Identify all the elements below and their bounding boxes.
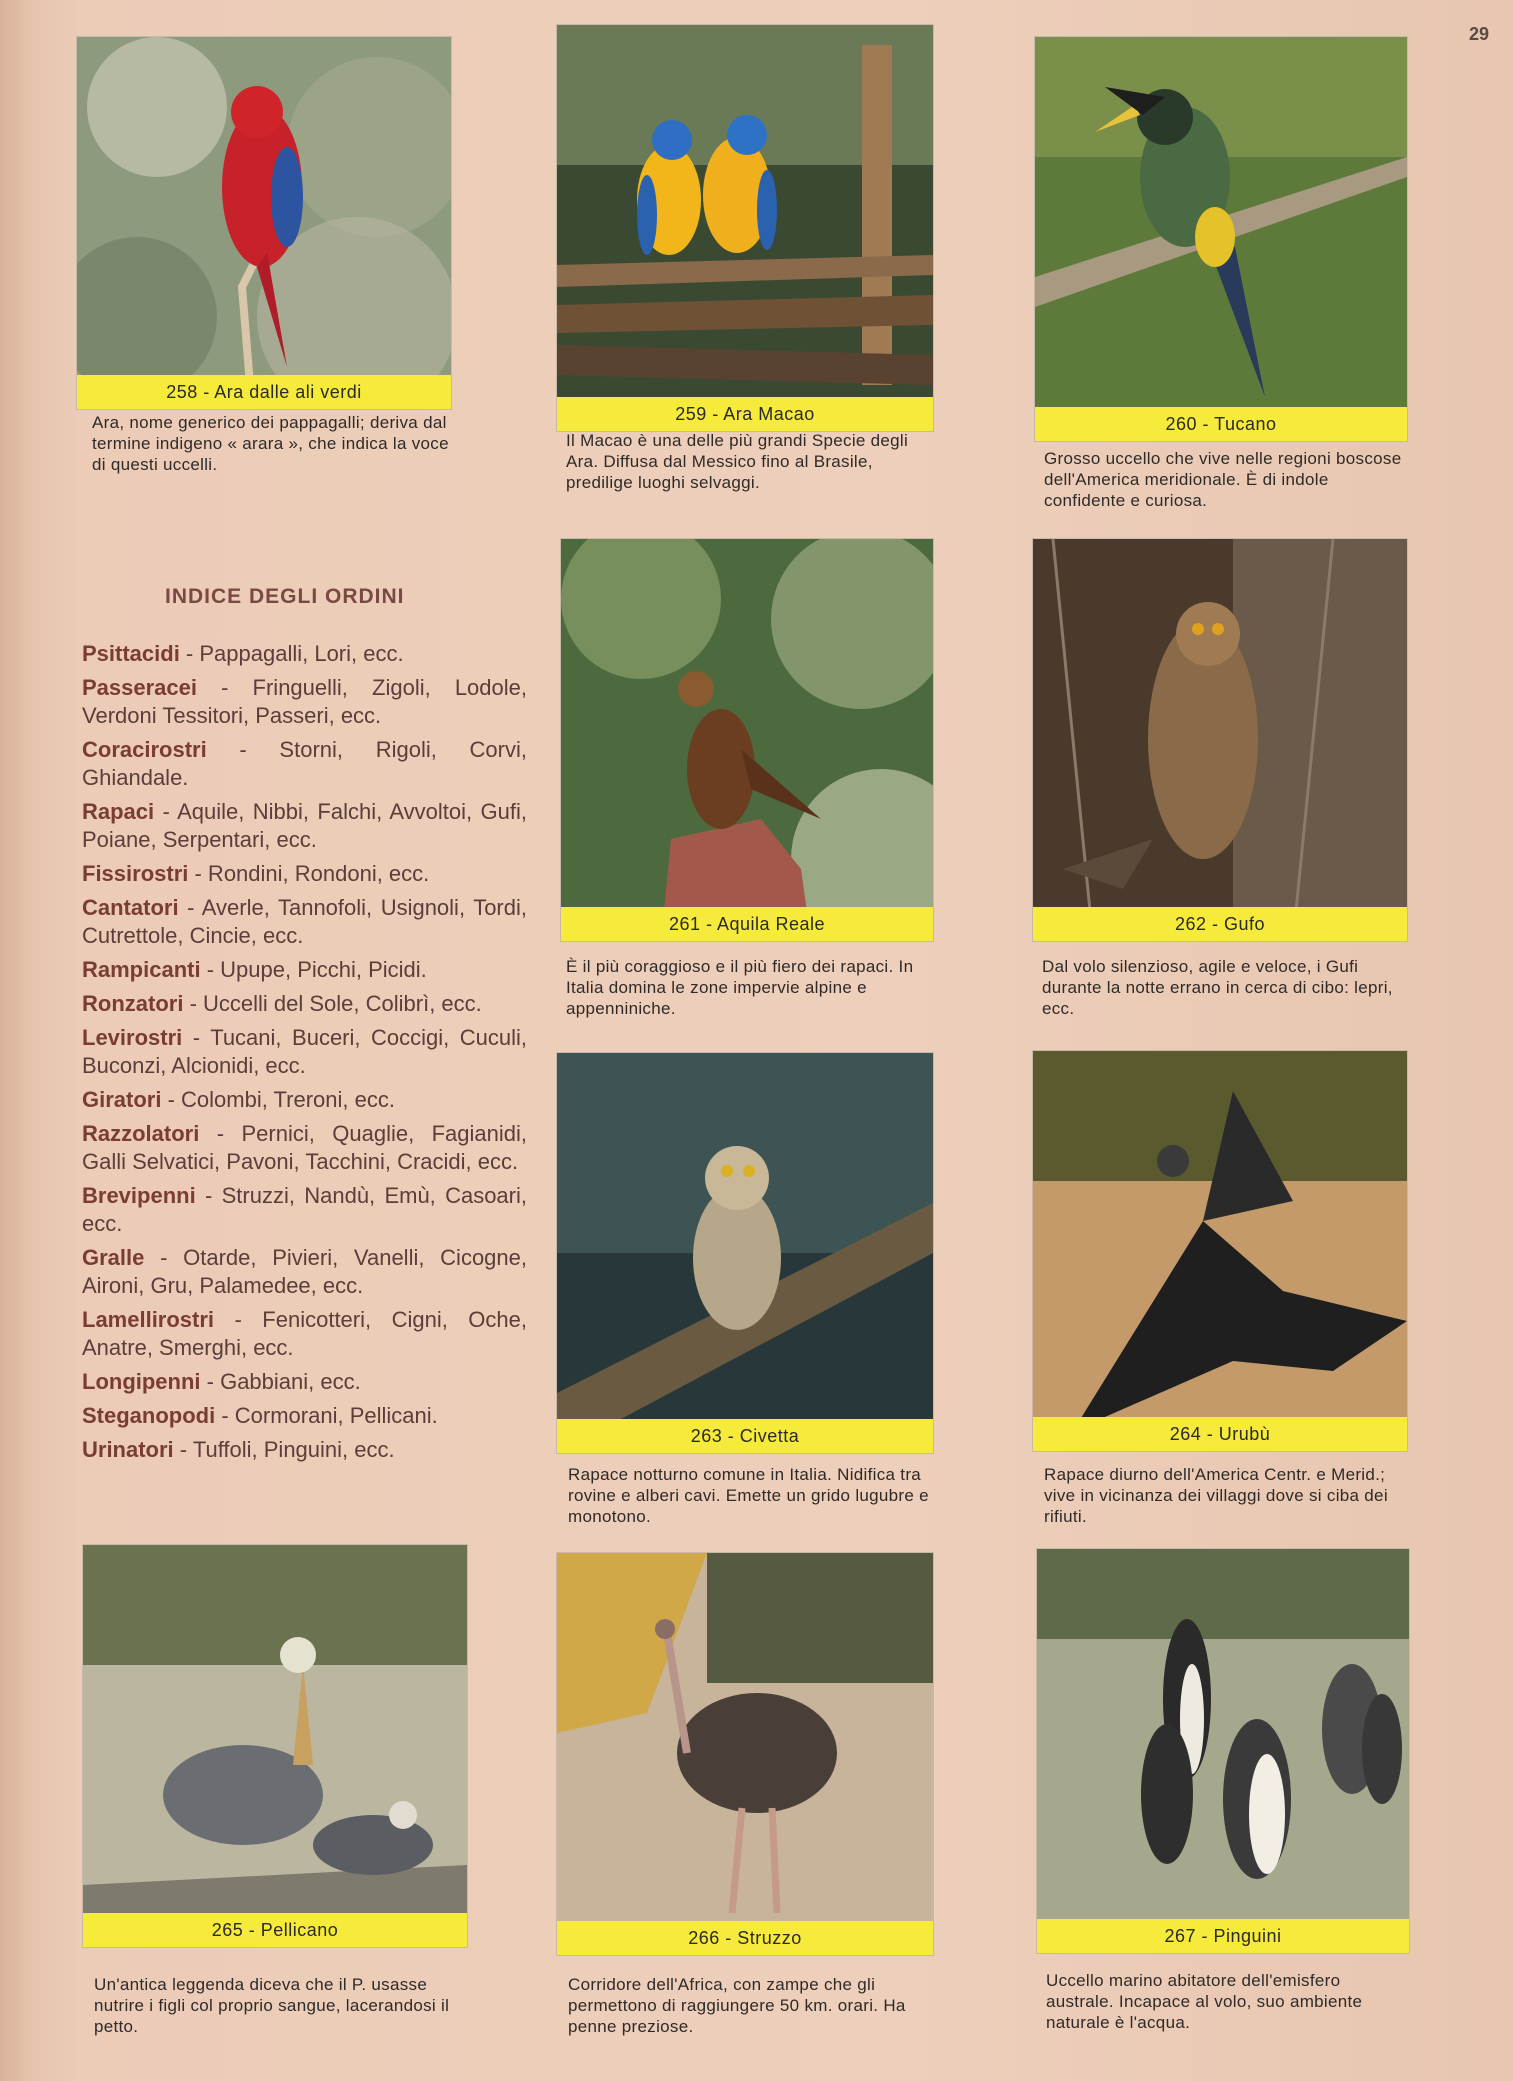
order-examples: - Uccelli del Sole, Colibrì, ecc. — [183, 991, 482, 1016]
card-description: Grosso uccello che vive nelle regioni boscose dell'America meridionale. È di indole confidente e curiosa. — [1044, 449, 1402, 510]
order-examples: - Struzzi, Nandù, Emù, Casoari, ecc. — [82, 1183, 527, 1236]
index-item — [82, 1244, 527, 1300]
card-259[interactable] — [556, 24, 936, 492]
index-list — [82, 640, 527, 1470]
card-264[interactable] — [1032, 1050, 1412, 1540]
pelican-icon — [83, 1545, 467, 1947]
order-examples: - Fringuelli, Zigoli, Lodole, Verdoni Tessitori, Passeri, ecc. — [82, 675, 527, 728]
order-examples: - Aquile, Nibbi, Falchi, Avvoltoi, Gufi, Poiane, Serpentari, ecc. — [82, 799, 527, 852]
card-number-label: 267 - Pinguini — [1037, 1919, 1409, 1953]
order-name: Psittacidi — [82, 641, 180, 666]
card-description: È il più coraggioso e il più fiero dei rapaci. In Italia domina le zone impervie alpine e appenniniche. — [566, 957, 914, 1018]
card-261[interactable] — [560, 538, 936, 1018]
index-item — [82, 1024, 527, 1080]
order-name: Brevipenni — [82, 1183, 196, 1208]
order-name: Longipenni — [82, 1369, 201, 1394]
toucan-icon — [1035, 37, 1407, 441]
card-description: Un'antica leggenda diceva che il P. usasse nutrire i figli col proprio sangue, lacerandosi il petto. — [94, 1975, 450, 2036]
card-262[interactable] — [1032, 538, 1412, 1018]
penguins-icon — [1037, 1549, 1409, 1953]
card-description: Rapace notturno comune in Italia. Nidifica tra rovine e alberi cavi. Emette un grido lugubre e monotono. — [568, 1465, 929, 1526]
card-265[interactable] — [82, 1544, 468, 2034]
index-item — [82, 798, 527, 854]
card-photo — [1034, 36, 1408, 442]
index-item — [82, 736, 527, 792]
vulture-icon — [1033, 1051, 1407, 1451]
card-266[interactable] — [556, 1552, 936, 2042]
order-examples: - Averle, Tannofoli, Usignoli, Tordi, Cutrettole, Cincie, ecc. — [82, 895, 527, 948]
order-name: Levirostri — [82, 1025, 183, 1050]
order-name: Rapaci — [82, 799, 155, 824]
order-examples: - Colombi, Treroni, ecc. — [161, 1087, 395, 1112]
order-name: Ronzatori — [82, 991, 184, 1016]
red-macaw-icon — [77, 37, 451, 409]
index-item — [82, 1120, 527, 1176]
index-item — [82, 1368, 527, 1396]
card-photo — [1032, 538, 1408, 942]
card-description: Uccello marino abitatore dell'emisfero australe. Incapace al volo, suo ambiente naturale è l'acqua. — [1046, 1971, 1363, 2032]
index-item — [82, 1182, 527, 1238]
card-description: Rapace diurno dell'America Centr. e Merid.; vive in vicinanza dei villaggi dove si ciba dei rifiuti. — [1044, 1465, 1388, 1526]
card-258[interactable] — [76, 36, 452, 474]
card-number-label: 259 - Ara Macao — [557, 397, 933, 431]
card-number-label: 258 - Ara dalle ali verdi — [77, 375, 451, 409]
order-name: Coracirostri — [82, 737, 207, 762]
card-photo — [1032, 1050, 1408, 1452]
order-examples: - Tucani, Buceri, Coccigi, Cuculi, Buconzi, Alcionidi, ecc. — [82, 1025, 527, 1078]
order-examples: - Pappagalli, Lori, ecc. — [179, 641, 404, 666]
card-number-label: 260 - Tucano — [1035, 407, 1407, 441]
index-item — [82, 1306, 527, 1362]
card-263[interactable] — [556, 1052, 936, 1542]
order-name: Fissirostri — [82, 861, 189, 886]
card-description: Corridore dell'Africa, con zampe che gli permettono di raggiungere 50 km. orari. Ha penne preziose. — [568, 1975, 906, 2036]
order-name: Passeracei — [82, 675, 197, 700]
card-267[interactable] — [1036, 1548, 1412, 2038]
owl-icon — [1033, 539, 1407, 941]
order-examples: - Pernici, Quaglie, Fagianidi, Galli Selvatici, Pavoni, Tacchini, Cracidi, ecc. — [82, 1121, 527, 1174]
index-item — [82, 1436, 527, 1464]
index-item — [82, 674, 527, 730]
card-photo — [76, 36, 452, 410]
card-number-label: 262 - Gufo — [1033, 907, 1407, 941]
blue-yellow-macaws-icon — [557, 25, 933, 431]
order-examples: - Storni, Rigoli, Corvi, Ghiandale. — [82, 737, 527, 790]
index-item — [82, 956, 527, 984]
index-item — [82, 860, 527, 888]
index-title: INDICE DEGLI ORDINI — [165, 585, 405, 608]
order-name: Urinatori — [82, 1437, 174, 1462]
order-name: Rampicanti — [82, 957, 201, 982]
index-item — [82, 640, 527, 668]
order-name: Steganopodi — [82, 1403, 216, 1428]
order-examples: - Upupe, Picchi, Picidi. — [200, 957, 427, 982]
order-name: Giratori — [82, 1087, 162, 1112]
order-examples: - Gabbiani, ecc. — [200, 1369, 361, 1394]
card-photo — [82, 1544, 468, 1948]
card-description: Il Macao è una delle più grandi Specie degli Ara. Diffusa dal Messico fino al Brasile, predilige luoghi selvaggi. — [566, 431, 909, 492]
card-photo — [1036, 1548, 1410, 1954]
order-name: Razzolatori — [82, 1121, 200, 1146]
order-name: Lamellirostri — [82, 1307, 215, 1332]
index-item — [82, 1402, 527, 1430]
order-examples: - Cormorani, Pellicani. — [215, 1403, 438, 1428]
little-owl-icon — [557, 1053, 933, 1453]
order-name: Gralle — [82, 1245, 145, 1270]
card-260[interactable] — [1034, 36, 1412, 510]
card-description: Ara, nome generico dei pappagalli; deriva dal termine indigeno « arara », che indica la voce di questi uccelli. — [92, 413, 449, 474]
ostrich-icon — [557, 1553, 933, 1955]
card-number-label: 266 - Struzzo — [557, 1921, 933, 1955]
card-photo — [560, 538, 934, 942]
card-number-label: 263 - Civetta — [557, 1419, 933, 1453]
card-photo — [556, 1552, 934, 1956]
order-examples: - Fenicotteri, Cigni, Oche, Anatre, Smerghi, ecc. — [82, 1307, 527, 1360]
card-photo — [556, 24, 934, 432]
order-examples: - Rondini, Rondoni, ecc. — [188, 861, 430, 886]
card-description: Dal volo silenzioso, agile e veloce, i Gufi durante la notte errano in cerca di cibo: lepri, ecc. — [1042, 957, 1393, 1018]
order-examples: - Tuffoli, Pinguini, ecc. — [173, 1437, 395, 1462]
card-photo — [556, 1052, 934, 1454]
index-item — [82, 1086, 527, 1114]
order-examples: - Otarde, Pivieri, Vanelli, Cicogne, Aironi, Gru, Palamedee, ecc. — [82, 1245, 527, 1298]
page-number: 29 — [1468, 24, 1489, 44]
index-item — [82, 990, 527, 1018]
card-number-label: 265 - Pellicano — [83, 1913, 467, 1947]
card-number-label: 264 - Urubù — [1033, 1417, 1407, 1451]
order-name: Cantatori — [82, 895, 179, 920]
card-number-label: 261 - Aquila Reale — [561, 907, 933, 941]
golden-eagle-icon — [561, 539, 933, 941]
index-item — [82, 894, 527, 950]
